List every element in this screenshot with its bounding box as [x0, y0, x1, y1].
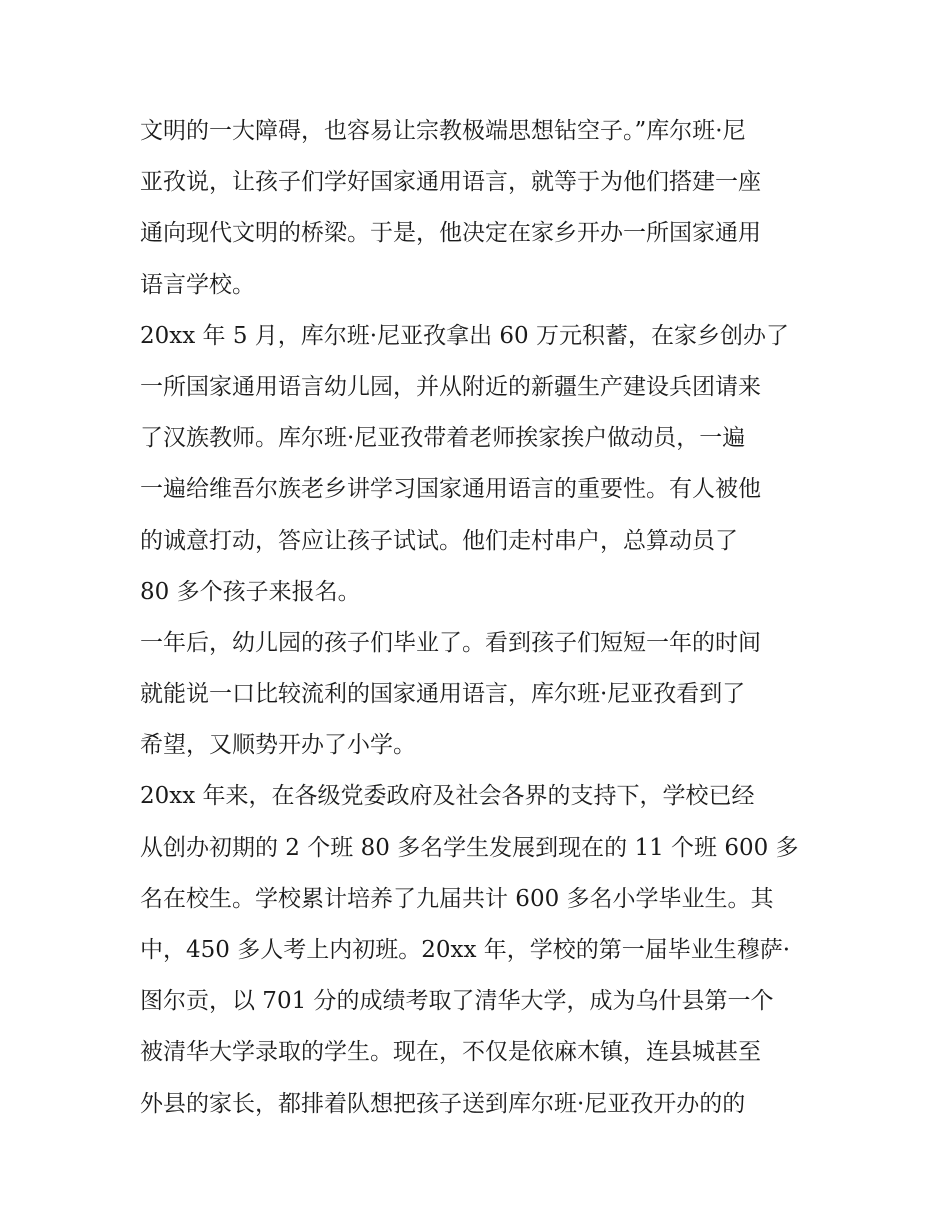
text-line: 一所国家通用语言幼儿园，并从附近的新疆生产建设兵团请来 [140, 373, 761, 400]
text-line: 亚孜说，让孩子们学好国家通用语言，就等于为他们搭建一座 [140, 169, 761, 196]
text-line: 就能说一口比较流利的国家通用语言，库尔班·尼亚孜看到了 [140, 681, 746, 708]
text-line: 名在校生。学校累计培养了九届共计 600 多名小学毕业生。其 [140, 885, 774, 912]
text-line: 被清华大学录取的学生。现在，不仅是依麻木镇，连县城甚至 [140, 1039, 761, 1066]
text-line: 一年后，幼儿园的孩子们毕业了。看到孩子们短短一年的时间 [140, 629, 761, 656]
text-line: 了汉族教师。库尔班·尼亚孜带着老师挨家挨户做动员，一遍 [140, 425, 746, 452]
text-line: 80 多个孩子来报名。 [140, 578, 361, 605]
text-line: 中，450 多人考上内初班。20xx 年，学校的第一届毕业生穆萨· [140, 937, 791, 963]
text-line: 20xx 年 5 月，库尔班·尼亚孜拿出 60 万元积蓄，在家乡创办了 [140, 322, 789, 349]
text-line: 从创办初期的 2 个班 80 多名学生发展到现在的 11 个班 600 多 [140, 834, 799, 861]
body-text [140, 106, 830, 1130]
text-line: 一遍给维吾尔族老乡讲学习国家通用语言的重要性。有人被他 [140, 476, 761, 503]
text-line: 20xx 年来，在各级党委政府及社会各界的支持下，学校已经 [140, 783, 755, 810]
text-line: 通向现代文明的桥梁。于是，他决定在家乡开办一所国家通用 [140, 220, 761, 247]
text-line: 文明的一大障碍，也容易让宗教极端思想钻空子。”库尔班·尼 [140, 118, 746, 144]
text-line: 的诚意打动，答应让孩子试试。他们走村串户，总算动员了 [140, 527, 738, 554]
text-line: 语言学校。 [140, 271, 255, 298]
text-line: 希望，又顺势开办了小学。 [140, 732, 416, 759]
text-line: 外县的家长，都排着队想把孩子送到库尔班·尼亚孜开办的的 [140, 1090, 746, 1117]
text-line: 图尔贡，以 701 分的成绩考取了清华大学，成为乌什县第一个 [140, 988, 774, 1015]
